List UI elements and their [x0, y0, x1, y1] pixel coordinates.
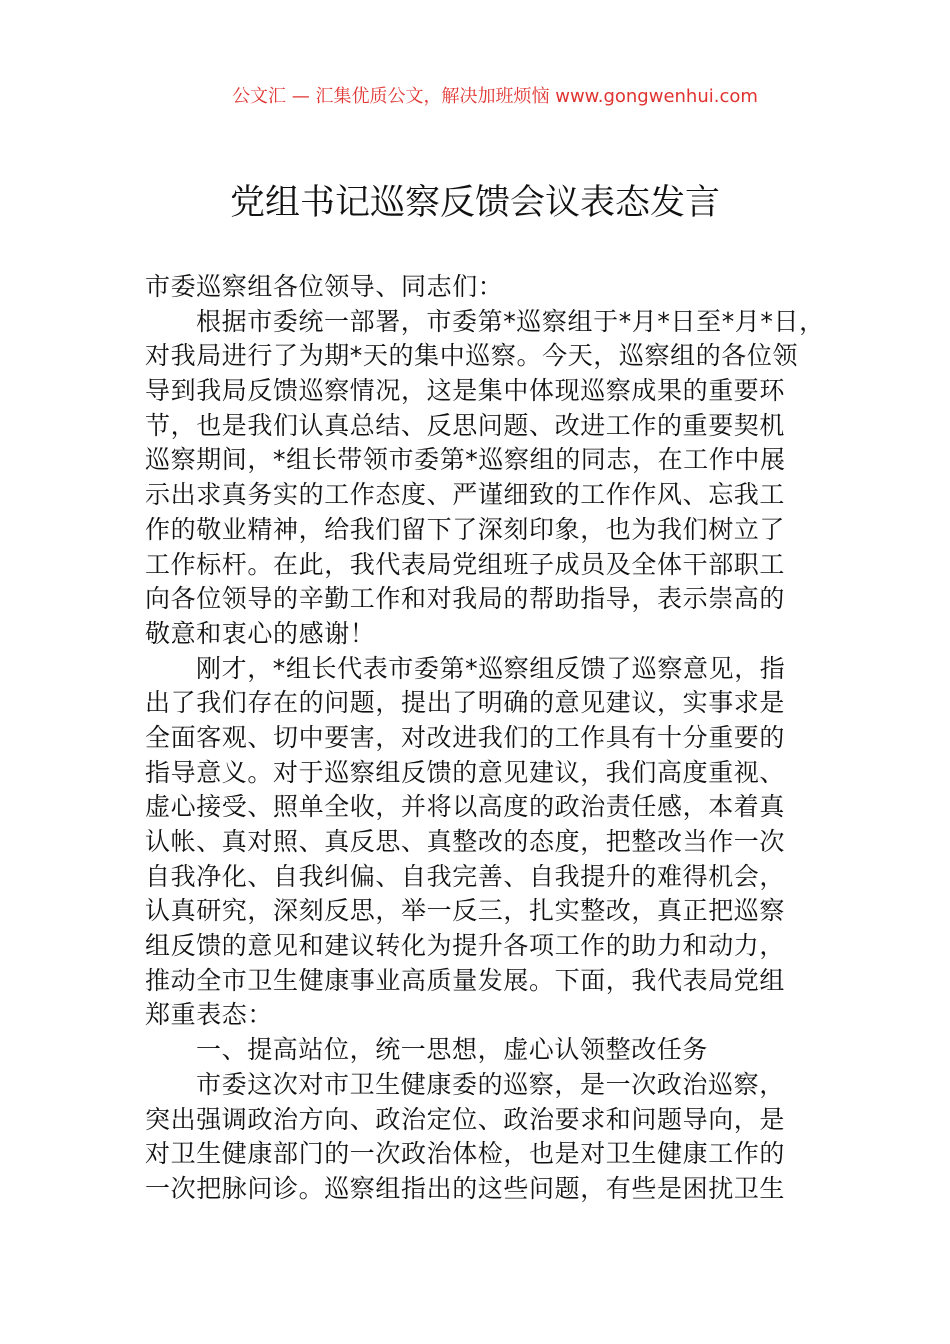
paragraph-line: 一次把脉问诊。巡察组指出的这些问题，有些是困扰卫生 [145, 1173, 786, 1203]
document-title: 党组书记巡察反馈会议表态发言 [229, 183, 720, 223]
paragraph-line: 根据市委统一部署，市委第*巡察组于*月*日至*月*日， [196, 306, 825, 336]
watermark-header: 公文汇 — 汇集优质公文，解决加班烦恼 www.gongwenhui.com [232, 86, 758, 107]
paragraph-line: 指导意义。对于巡察组反馈的意见建议，我们高度重视、 [145, 757, 786, 787]
document-body [145, 270, 825, 1207]
paragraph-line: 向各位领导的辛勤工作和对我局的帮助指导，表示崇高的 [145, 584, 786, 614]
paragraph-line: 刚才，*组长代表市委第*巡察组反馈了巡察意见，指 [196, 653, 786, 683]
paragraph-line: 组反馈的意见和建议转化为提升各项工作的助力和动力， [145, 931, 786, 961]
paragraph-line: 节，也是我们认真总结、反思问题、改进工作的重要契机 [145, 410, 786, 440]
paragraph-line: 认真研究，深刻反思，举一反三，扎实整改，真正把巡察 [145, 896, 786, 926]
paragraph-line: 市委这次对市卫生健康委的巡察，是一次政治巡察， [196, 1069, 785, 1099]
paragraph-line: 突出强调政治方向、政治定位、政治要求和问题导向，是 [145, 1104, 786, 1134]
paragraph-line: 推动全市卫生健康事业高质量发展。下面，我代表局党组 [145, 965, 786, 995]
paragraph-line: 导到我局反馈巡察情况，这是集中体现巡察成果的重要环 [145, 376, 786, 406]
paragraph-line: 全面客观、切中要害，对改进我们的工作具有十分重要的 [145, 722, 786, 752]
section-heading: 一、提高站位，统一思想，虚心认领整改任务 [196, 1035, 709, 1065]
paragraph-line: 认帐、真对照、真反思、真整改的态度，把整改当作一次 [145, 827, 786, 856]
paragraph-line: 虚心接受、照单全收，并将以高度的政治责任感，本着真 [145, 792, 786, 822]
paragraph-line: 对我局进行了为期*天的集中巡察。今天，巡察组的各位领 [145, 341, 799, 371]
paragraph-line: 敬意和衷心的感谢！ [145, 618, 376, 648]
paragraph-line: 示出求真务实的工作态度、严谨细致的工作作风、忘我工 [145, 480, 786, 510]
paragraph-line: 巡察期间，*组长带领市委第*巡察组的同志，在工作中展 [145, 445, 786, 475]
paragraph-line: 对卫生健康部门的一次政治体检，也是对卫生健康工作的 [145, 1139, 786, 1169]
paragraph-line: 出了我们存在的问题，提出了明确的意见建议，实事求是 [145, 688, 786, 718]
paragraph-line: 工作标杆。在此，我代表局党组班子成员及全体干部职工 [145, 549, 786, 579]
paragraph-line: 郑重表态： [145, 1000, 274, 1030]
paragraph-line: 作的敬业精神，给我们留下了深刻印象，也为我们树立了 [145, 514, 786, 544]
salutation: 市委巡察组各位领导、同志们： [145, 272, 504, 301]
paragraph-line: 自我净化、自我纠偏、自我完善、自我提升的难得机会， [145, 861, 786, 891]
